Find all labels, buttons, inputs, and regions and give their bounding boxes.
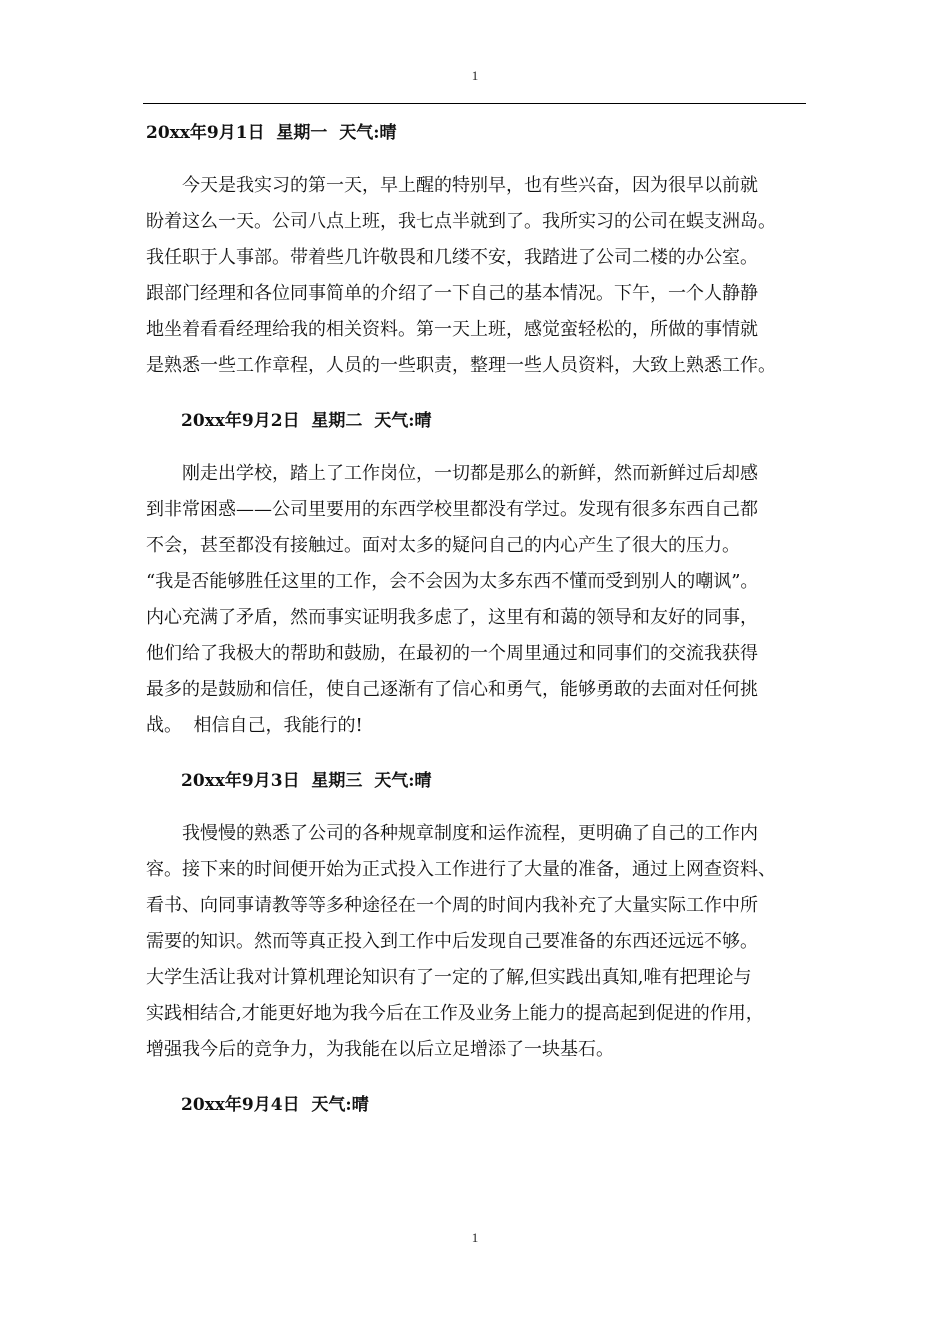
- page-number-footer: 1: [471, 1230, 479, 1245]
- document-body: [146, 118, 808, 1120]
- page-number-header: 1: [471, 68, 479, 83]
- paragraph-line: 我慢慢的熟悉了公司的各种规章制度和运作流程，更明确了自己的工作内: [182, 823, 758, 844]
- entry-heading-sep-2: 20xx年9月2日 星期二 天气:晴: [181, 411, 432, 431]
- paragraph-line: 不会，甚至都没有接触过。面对太多的疑问自己的内心产生了很大的压力。: [146, 535, 740, 556]
- paragraph-line: 他们给了我极大的帮助和鼓励，在最初的一个周里通过和同事们的交流我获得: [146, 643, 758, 664]
- entry-heading-sep-4: 20xx年9月4日 天气:晴: [181, 1095, 369, 1115]
- entry-heading-sep-1: 20xx年9月1日 星期一 天气:晴: [146, 123, 397, 143]
- paragraph-line: 增强我今后的竞争力，为我能在以后立足增添了一块基石。: [146, 1039, 614, 1060]
- entry-paragraph-sep-3: [146, 816, 808, 1068]
- paragraph-line: 需要的知识。然而等真正投入到工作中后发现自己要准备的东西还远远不够。: [146, 931, 758, 952]
- paragraph-line: 最多的是鼓励和信任，使自己逐渐有了信心和勇气，能够勇敢的去面对任何挑: [146, 679, 758, 700]
- paragraph-line: “我是否能够胜任这里的工作，会不会因为太多东西不懂而受到别人的嘲讽”。: [146, 571, 759, 592]
- paragraph-line: 地坐着看看经理给我的相关资料。第一天上班，感觉蛮轻松的，所做的事情就: [146, 319, 758, 340]
- paragraph-line: 实践相结合,才能更好地为我今后在工作及业务上能力的提高起到促进的作用，: [146, 1003, 764, 1024]
- paragraph-line: 今天是我实习的第一天，早上醒的特别早，也有些兴奋，因为很早以前就: [182, 175, 758, 196]
- paragraph-line: 内心充满了矛盾，然而事实证明我多虑了，这里有和蔼的领导和友好的同事，: [146, 607, 758, 628]
- paragraph-line: 刚走出学校，踏上了工作岗位，一切都是那么的新鲜，然而新鲜过后却感: [182, 463, 758, 484]
- entry-heading-sep-3: 20xx年9月3日 星期三 天气:晴: [181, 771, 432, 791]
- header-rule: [143, 103, 806, 104]
- entry-paragraph-sep-2: [146, 456, 808, 744]
- paragraph-line: 我任职于人事部。带着些几许敬畏和几缕不安，我踏进了公司二楼的办公室。: [146, 247, 758, 268]
- paragraph-line: 跟部门经理和各位同事简单的介绍了一下自己的基本情况。下午，一个人静静: [146, 283, 758, 304]
- entry-paragraph-sep-1: [146, 168, 808, 384]
- paragraph-line: 容。接下来的时间便开始为正式投入工作进行了大量的准备，通过上网查资料、: [146, 859, 776, 880]
- paragraph-line: 是熟悉一些工作章程，人员的一些职责，整理一些人员资料，大致上熟悉工作。: [146, 355, 776, 376]
- paragraph-line: 战。 相信自己，我能行的!: [146, 715, 363, 736]
- paragraph-line: 盼着这么一天。公司八点上班，我七点半就到了。我所实习的公司在蜈支洲岛。: [146, 211, 776, 232]
- paragraph-line: 大学生活让我对计算机理论知识有了一定的了解,但实践出真知,唯有把理论与: [146, 967, 752, 988]
- paragraph-line: 到非常困惑——公司里要用的东西学校里都没有学过。发现有很多东西自己都: [146, 499, 758, 520]
- paragraph-line: 看书、向同事请教等等多种途径在一个周的时间内我补充了大量实际工作中所: [146, 895, 758, 916]
